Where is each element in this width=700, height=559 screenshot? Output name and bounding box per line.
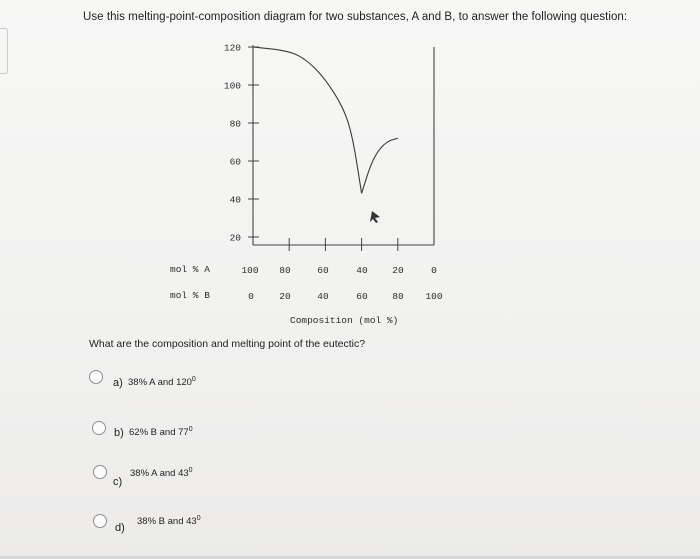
- row-a-tick-0: 0: [431, 265, 437, 276]
- liquidus-curve-2: [362, 138, 398, 193]
- option-radio-2[interactable]: [92, 421, 106, 435]
- option-letter-3: c): [113, 476, 123, 488]
- degree-sup: 0: [196, 514, 201, 522]
- y-tick-label-100: 100: [223, 80, 241, 92]
- row-b-tick-60: 60: [356, 291, 368, 302]
- option-letter-4: d): [115, 522, 125, 534]
- row-a-tick-100: 100: [241, 265, 259, 276]
- y-tick-label-80: 80: [229, 118, 241, 130]
- option-text-2[interactable]: [129, 427, 193, 438]
- option-radio-1[interactable]: [89, 370, 103, 384]
- row-a-label: mol % A: [170, 264, 210, 275]
- option-text-3[interactable]: [130, 468, 193, 479]
- option-text-main: 38% A and 120: [128, 377, 192, 388]
- y-tick-label-120: 120: [223, 42, 241, 54]
- row-a-tick-40: 40: [356, 265, 368, 276]
- option-text-main: 62% B and 77: [129, 427, 189, 438]
- row-b-tick-100: 100: [425, 291, 443, 302]
- row-a-tick-80: 80: [279, 265, 291, 276]
- diagram-axes: [253, 45, 434, 245]
- tick-labels: [224, 43, 443, 303]
- option-radio-3[interactable]: [93, 465, 107, 479]
- row-a-tick-20: 20: [392, 265, 404, 276]
- liquidus-curve-1: [253, 47, 362, 193]
- option-text-4[interactable]: [137, 516, 201, 527]
- degree-sup: 0: [191, 375, 196, 383]
- sub-question: What are the composition and melting point of the eutectic?: [89, 338, 366, 350]
- option-text-1[interactable]: [128, 377, 196, 388]
- option-text-main: 38% B and 43: [137, 516, 197, 527]
- option-letter-1: a): [113, 377, 123, 389]
- option-text-main: 38% A and 43: [130, 468, 189, 479]
- y-tick-label-20: 20: [229, 232, 241, 244]
- y-tick-label-40: 40: [229, 194, 241, 206]
- degree-sup: 0: [188, 466, 193, 474]
- diagram-curves: [253, 47, 398, 223]
- row-b-tick-40: 40: [317, 291, 329, 302]
- cursor-arrow-icon: [370, 211, 380, 223]
- option-radio-4[interactable]: [93, 514, 107, 528]
- row-b-label: mol % B: [170, 290, 210, 301]
- row-a-tick-60: 60: [317, 265, 329, 276]
- degree-sup: 0: [188, 425, 193, 433]
- x-axis-title: Composition (mol %): [290, 315, 399, 326]
- row-b-tick-0: 0: [248, 291, 254, 302]
- y-tick-label-60: 60: [229, 156, 241, 168]
- row-b-tick-80: 80: [392, 291, 404, 302]
- question-text: Use this melting-point-composition diagram for two substances, A and B, to answer the following question:: [83, 11, 628, 23]
- row-b-tick-20: 20: [279, 291, 291, 302]
- option-letter-2: b): [114, 427, 124, 439]
